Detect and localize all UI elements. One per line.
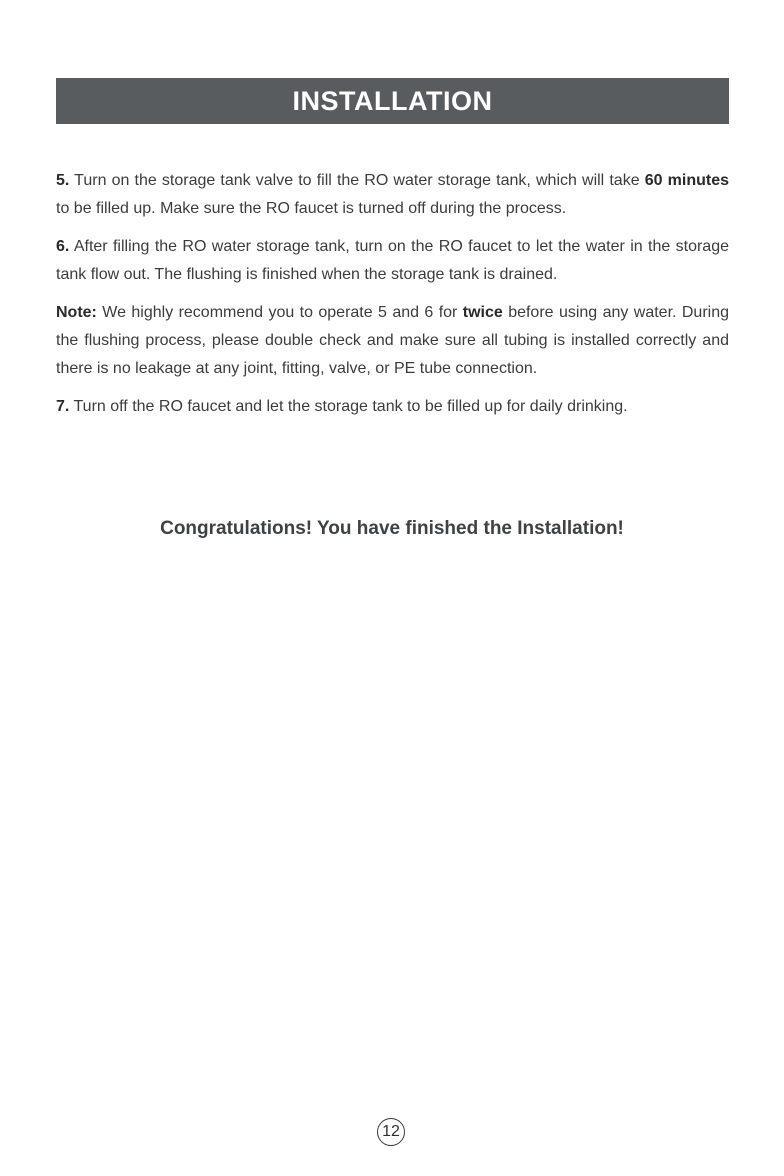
note-emphasis: twice	[462, 304, 503, 321]
page-number	[377, 1118, 405, 1146]
note-label: Note:	[56, 304, 97, 321]
step-7	[56, 393, 729, 421]
step-5-number: 5.	[56, 172, 70, 189]
step-5-duration: 60 minutes	[644, 172, 729, 189]
step-5	[56, 167, 729, 223]
section-header-bar	[56, 78, 729, 124]
page-number-text: 12	[382, 1123, 400, 1140]
step-7-text: Turn off the RO faucet and let the storage tank to be filled up for daily drinking.	[69, 398, 628, 415]
step-5-text-part1: Turn on the storage tank valve to fill the RO water storage tank, which will take	[69, 172, 645, 189]
step-5-text-part2: to be filled up. Make sure the RO faucet is turned off during the process.	[56, 200, 567, 217]
step-6-number: 6.	[56, 238, 70, 255]
note-text-part2: before using any water. During the flushing process, please double check and make sure all tubing is installed correctly and there is no leakage at any joint, fitting, valve, or PE tube connection.	[56, 304, 729, 377]
section-title: INSTALLATION	[292, 85, 493, 116]
note	[56, 299, 729, 383]
step-7-number: 7.	[56, 398, 70, 415]
instructions-content	[56, 167, 729, 431]
congratulations-message: Congratulations! You have finished the Installation!	[160, 518, 624, 539]
note-text-part1: We highly recommend you to operate 5 and 6 for	[96, 304, 463, 321]
step-6-text: After filling the RO water storage tank, turn on the RO faucet to let the water in the storage tank flow out. The flushing is finished when the storage tank is drained.	[56, 238, 729, 283]
step-6	[56, 233, 729, 289]
